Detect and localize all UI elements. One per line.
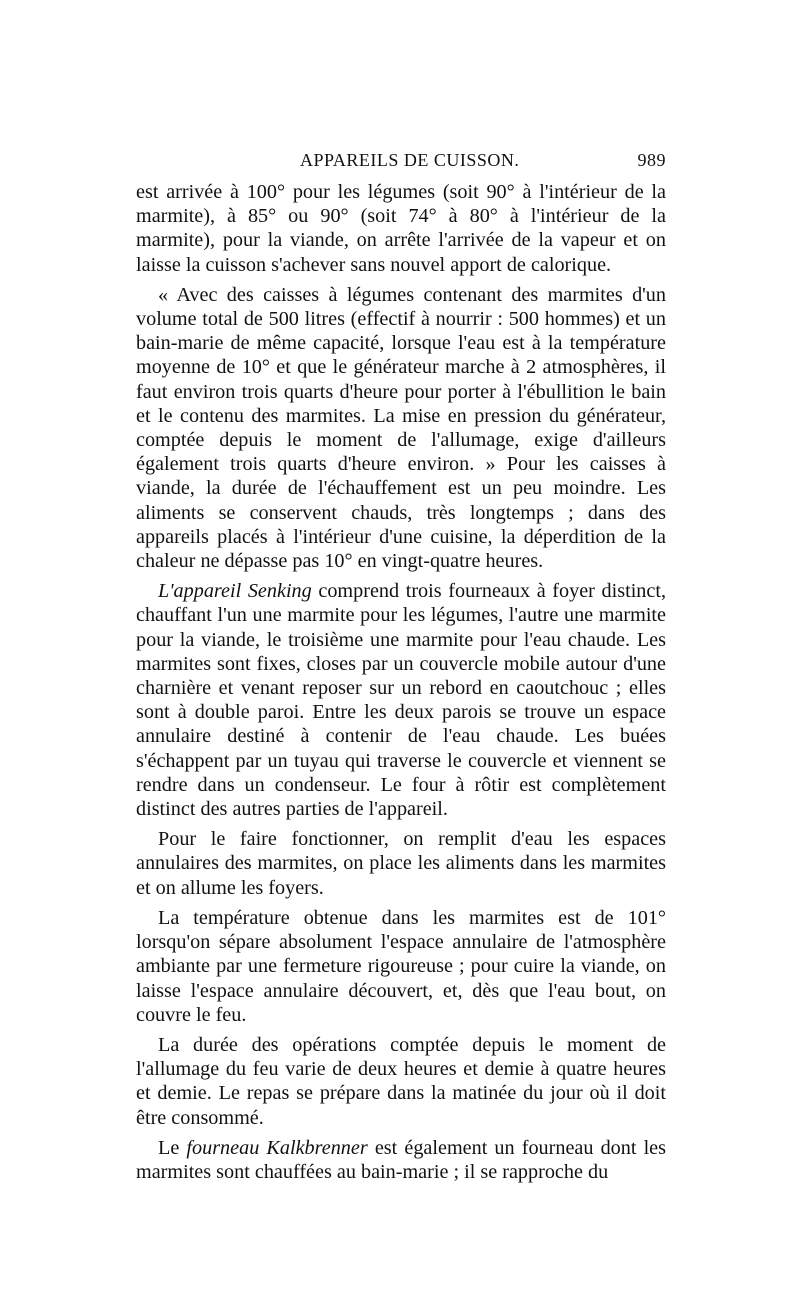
paragraph-text: est également un fourneau dont les marmites sont chauffées au bain-marie ; il se rapproche du [136,1136,667,1183]
italic-term-kalkbrenner: fourneau Kalkbrenner [186,1136,368,1159]
paragraph-7 [136,1136,666,1184]
paragraph-5 [136,906,666,1027]
paragraph-4 [136,827,666,900]
italic-term-senking: L'appareil Senking [158,580,312,603]
paragraph-3 [136,579,666,821]
page-header [136,150,666,180]
running-title: APPAREILS DE CUISSON. [300,150,520,170]
paragraph-text: La durée des opérations comptée depuis le moment de l'allumage du feu varie de deux heures et demie à quatre heures et demie. Le repas se prépare dans la matinée du jour où il doit être consommé. [136,1033,666,1129]
paragraph-text: La température obtenue dans les marmites est de 101° lorsqu'on sépare absolument l'espace annulaire de l'atmosphère ambiante par une fermeture rigoureuse ; pour cuire la viande, on laisse l'espace annulaire découvert, et, dès que l'eau bout, on couvre le feu. [136,906,666,1026]
paragraph-2 [136,283,666,573]
paragraph-text: Pour le faire fonctionner, on remplit d'eau les espaces annulaires des marmites, on place les aliments dans les marmites et on allume les foyers. [136,828,666,899]
page-number: 989 [637,150,666,170]
book-page [136,150,666,1190]
paragraph-text: « Avec des caisses à légumes contenant des marmites d'un volume total de 500 litres (effectif à nourrir : 500 hommes) et un bain-marie de même capacité, lorsque l'eau est à la température moyenne de 10° et que le générateur marche à 2 atmosphères, il faut environ trois quarts d'heure pour porter à l'ébullition le bain et le contenu des marmites. La mise en pression du générateur, comptée depuis le moment de l'allumage, exige d'ailleurs également trois quarts d'heure environ. » Pour les caisses à viande, la durée de l'échauffement est un peu moindre. Les aliments se conservent chauds, très longtemps ; dans des appareils placés à l'intérieur d'une cuisine, la déperdition de la chaleur ne dépasse pas 10° en vingt-quatre heures. [136,283,666,573]
paragraph-text: est arrivée à 100° pour les légumes (soit 90° à l'intérieur de la marmite), à 85° ou 90° (soit 74° à 80° à l'intérieur de la marmite), pour la viande, on arrête l'arrivée de la vapeur et on laisse la cuisson s'achever sans nouvel apport de calorique. [136,181,666,276]
body-text [136,180,666,1184]
paragraph-prefix: Le [158,1136,187,1159]
paragraph-6 [136,1033,666,1130]
paragraph-1 [136,180,666,277]
paragraph-text: comprend trois fourneaux à foyer distinct, chauffant l'un une marmite pour les légumes, l'autre une marmite pour la viande, le troisième une marmite pour l'eau chaude. Les marmites sont fixes, closes par un couvercle mobile autour d'une charnière et venant reposer sur un rebord en caoutchouc ; elles sont à double paroi. Entre les deux parois se trouve un espace annulaire destiné à contenir de l'eau chaude. Les buées s'échappent par un tuyau qui traverse le couvercle et viennent se rendre dans un condenseur. Le four à rôtir est complètement distinct des autres parties de l'appareil. [136,580,667,821]
